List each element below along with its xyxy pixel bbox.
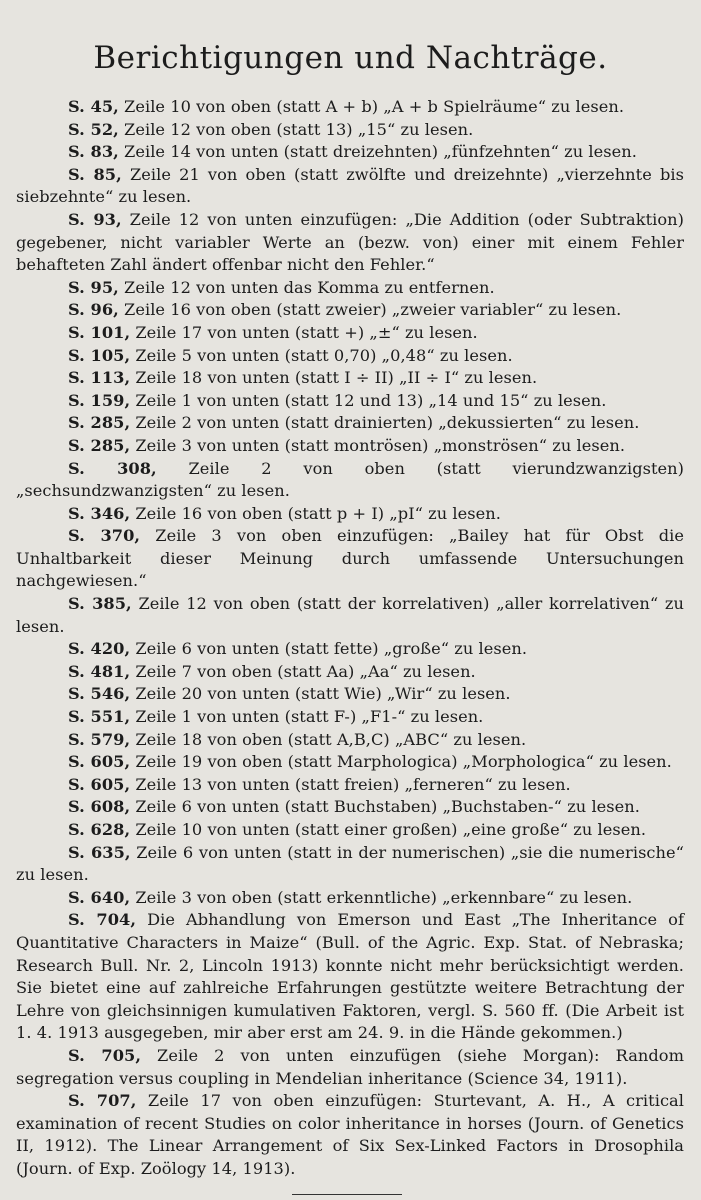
page-reference: S. 707, — [68, 1091, 137, 1111]
page-reference: S. 635, — [68, 842, 131, 862]
page-reference: S. 385, — [68, 594, 132, 614]
errata-entry — [16, 819, 684, 842]
correction-text: Zeile 16 von oben (statt p + I) „pI“ zu lesen. — [130, 503, 501, 523]
errata-entry — [16, 322, 684, 345]
page-reference: S. 605, — [68, 752, 131, 772]
correction-text: Zeile 7 von oben (statt Aa) „Aa“ zu lesen. — [130, 661, 476, 681]
page-reference: S. 608, — [68, 797, 131, 817]
correction-text: Zeile 2 von oben (statt vierundzwanzigsten) „sechsundzwanzigsten“ zu lesen. — [16, 458, 684, 501]
correction-text: Zeile 6 von unten (statt Buchstaben) „Buchstaben-“ zu lesen. — [130, 797, 640, 817]
correction-text: Zeile 18 von oben (statt A,B,C) „ABC“ zu lesen. — [130, 729, 527, 749]
page-reference: S. 308, — [68, 458, 157, 478]
errata-entry — [16, 367, 684, 390]
correction-text: Zeile 10 von oben (statt A + b) „A + b Spielräume“ zu lesen. — [118, 97, 625, 116]
errata-entry — [16, 96, 684, 119]
correction-text: Zeile 18 von unten (statt I ÷ II) „II ÷ I“ zu lesen. — [130, 368, 538, 388]
page-reference: S. 605, — [68, 774, 131, 794]
page-reference: S. 704, — [68, 910, 137, 930]
page-reference: S. 346, — [68, 503, 131, 523]
page-reference: S. 285, — [68, 413, 131, 433]
correction-text: Zeile 6 von unten (statt in der numerischen) „sie die numerische“ zu lesen. — [16, 842, 684, 885]
correction-text: Zeile 17 von oben einzufügen: Sturtevant, A. H., A critical examination of recent Studies on color inheritance in horses (Journ. of Genetics II, 1912). The Linear Arrangement of Six Sex-Linked Factors in Drosophila (Journ. of Exp. Zoölogy 14, 1913). — [16, 1091, 684, 1178]
closing-rule — [292, 1194, 402, 1195]
errata-entry — [16, 593, 684, 638]
correction-text: Zeile 10 von unten (statt einer großen) „eine große“ zu lesen. — [130, 820, 647, 839]
page-reference: S. 370, — [68, 526, 141, 546]
errata-entry — [16, 119, 684, 142]
correction-text: Zeile 17 von unten (statt +) „±“ zu lesen. — [130, 322, 478, 342]
errata-entry — [16, 661, 684, 684]
errata-entry — [16, 209, 684, 277]
errata-entry — [16, 638, 684, 661]
page-reference: S. 85, — [68, 164, 122, 184]
page-reference: S. 420, — [68, 639, 131, 659]
errata-entry — [16, 842, 684, 887]
errata-entry — [16, 683, 684, 706]
correction-text: Zeile 3 von oben (statt erkenntliche) „erkennbare“ zu lesen. — [130, 887, 633, 907]
correction-text: Zeile 12 von oben (statt der korrelativen) „aller korrelativen“ zu lesen. — [16, 594, 684, 636]
errata-entry — [16, 751, 684, 774]
page-reference: S. 705, — [68, 1045, 142, 1065]
page-reference: S. 640, — [68, 887, 131, 907]
page-reference: S. 628, — [68, 820, 131, 839]
errata-entry — [16, 706, 684, 729]
correction-text: Zeile 3 von unten (statt montrösen) „monströsen“ zu lesen. — [130, 435, 626, 455]
errata-entry — [16, 299, 684, 322]
page-reference: S. 551, — [68, 707, 131, 727]
errata-entry — [16, 525, 684, 593]
correction-text: Zeile 1 von unten (statt 12 und 13) „14 und 15“ zu lesen. — [130, 390, 607, 410]
correction-text: Zeile 3 von oben einzufügen: „Bailey hat für Obst die Unhaltbarkeit dieser Meinung durch umfassende Untersuchungen nachgewiesen.“ — [16, 526, 684, 591]
correction-text: Zeile 13 von unten (statt freien) „ferneren“ zu lesen. — [130, 774, 571, 794]
errata-entry — [16, 796, 684, 819]
correction-text: Zeile 6 von unten (statt fette) „große“ zu lesen. — [130, 639, 528, 659]
errata-entry — [16, 1045, 684, 1090]
errata-list — [16, 96, 684, 1181]
page-reference: S. 579, — [68, 729, 131, 749]
correction-text: Zeile 19 von oben (statt Marphologica) „Morphologica“ zu lesen. — [130, 752, 672, 772]
page-reference: S. 96, — [68, 300, 119, 320]
page-reference: S. 105, — [68, 345, 131, 365]
correction-text: Zeile 14 von unten (statt dreizehnten) „fünfzehnten“ zu lesen. — [118, 142, 637, 162]
correction-text: Zeile 12 von oben (statt 13) „15“ zu lesen. — [118, 119, 474, 139]
errata-entry — [16, 412, 684, 435]
errata-entry — [16, 277, 684, 300]
errata-entry — [16, 345, 684, 368]
correction-text: Zeile 5 von unten (statt 0,70) „0,48“ zu lesen. — [130, 345, 513, 365]
page-reference: S. 285, — [68, 435, 131, 455]
correction-text: Zeile 20 von unten (statt Wie) „Wir“ zu lesen. — [130, 684, 511, 704]
errata-entry — [16, 458, 684, 503]
page-reference: S. 52, — [68, 119, 119, 139]
page-reference: S. 93, — [68, 209, 122, 229]
errata-entry — [16, 141, 684, 164]
correction-text: Zeile 1 von unten (statt F-) „F1-“ zu lesen. — [130, 707, 484, 727]
correction-text: Zeile 21 von oben (statt zwölfte und dreizehnte) „vierzehnte bis siebzehnte“ zu lesen. — [16, 164, 684, 207]
page-title: Berichtigungen und Nachträge. — [93, 40, 608, 76]
errata-entry — [16, 164, 684, 209]
errata-entry — [16, 887, 684, 910]
correction-text: Zeile 12 von unten einzufügen: „Die Addition (oder Subtraktion) gegebener, nicht variabler Werte an (bezw. von) einer mit einem Fehler behafteten Zahl ändert offenbar nicht den Fehler.“ — [16, 209, 684, 275]
page-reference: S. 95, — [68, 277, 119, 297]
page-reference: S. 546, — [68, 684, 131, 704]
page-reference: S. 45, — [68, 97, 119, 116]
page-reference: S. 113, — [68, 368, 131, 388]
errata-entry — [16, 503, 684, 526]
errata-entry — [16, 1090, 684, 1180]
correction-text: Zeile 12 von unten das Komma zu entfernen. — [118, 277, 495, 297]
errata-entry — [16, 774, 684, 797]
page-reference: S. 159, — [68, 390, 131, 410]
errata-entry — [16, 390, 684, 413]
correction-text: Die Abhandlung von Emerson und East „The Inheritance of Quantitative Characters in Maize“ (Bull. of the Agric. Exp. Stat. of Nebraska; Research Bull. Nr. 2, Lincoln 1913) konnte nicht mehr berücksichtigt werden. Sie bietet eine auf zahlreiche Erfahrungen gestützte weitere Betrachtung der Lehre von gleichsinnigen kumulativen Faktoren, vergl. S. 560 ff. (Die Arbeit ist 1. 4. 1913 ausgegeben, mir aber erst am 24. 9. in die Hände gekommen.) — [16, 910, 684, 1043]
errata-entry — [16, 729, 684, 752]
correction-text: Zeile 2 von unten (statt drainierten) „dekussierten“ zu lesen. — [130, 413, 640, 433]
errata-entry — [16, 909, 684, 1045]
page-reference: S. 481, — [68, 661, 131, 681]
page-reference: S. 101, — [68, 322, 131, 342]
correction-text: Zeile 2 von unten einzufügen (siehe Morgan): Random segregation versus coupling in Mendelian inheritance (Science 34, 1911). — [16, 1045, 684, 1088]
errata-entry — [16, 435, 684, 458]
page-reference: S. 83, — [68, 142, 119, 162]
correction-text: Zeile 16 von oben (statt zweier) „zweier variabler“ zu lesen. — [118, 300, 622, 320]
